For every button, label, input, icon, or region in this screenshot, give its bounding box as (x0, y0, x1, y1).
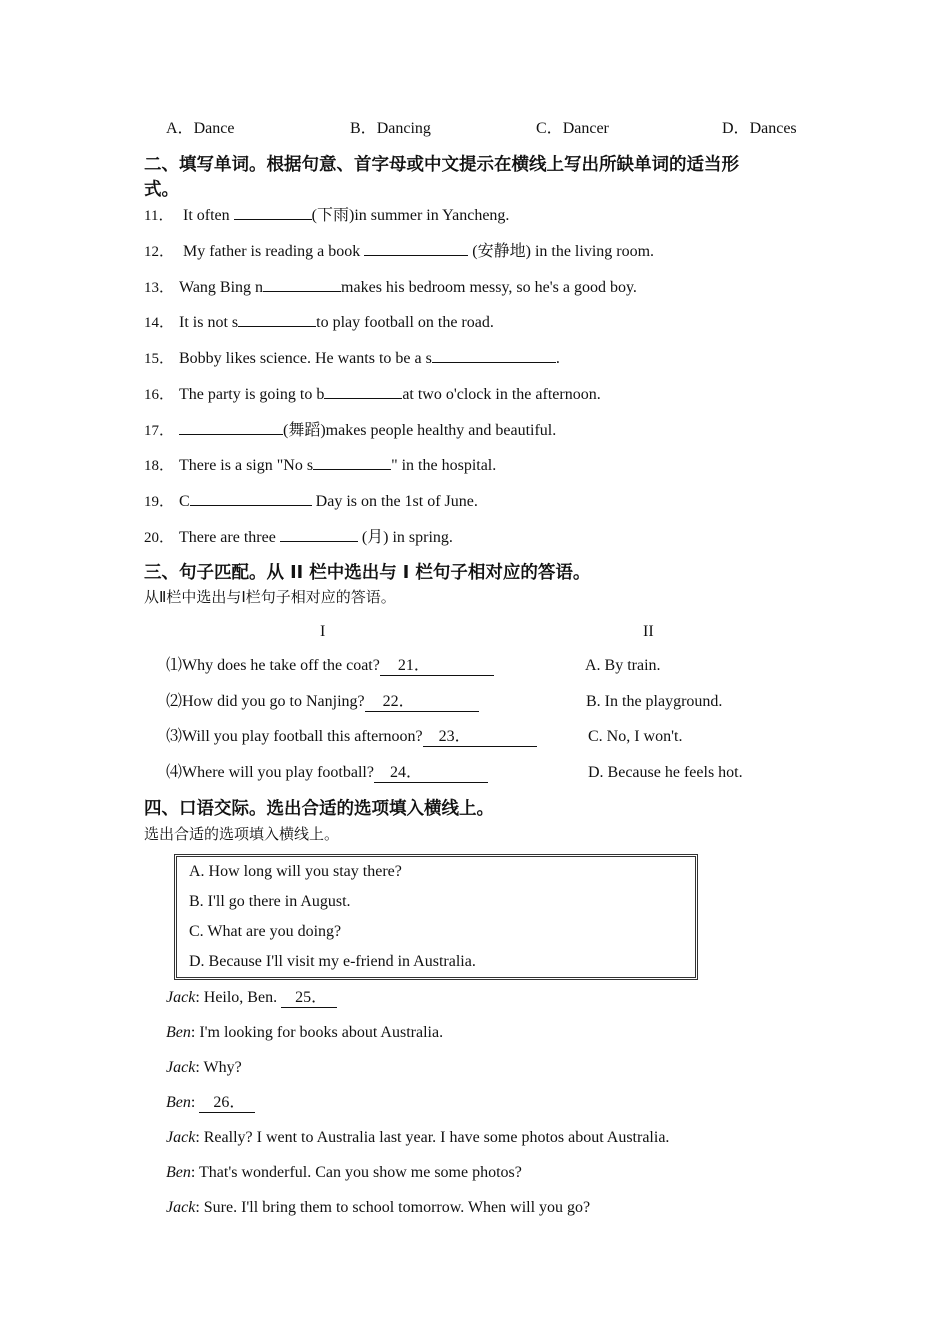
column-i-header: I (320, 623, 326, 640)
match-question-3: ⑶Will you play football this afternoon? 23． (166, 727, 537, 747)
match-answer-d: D. Because he feels hot. (588, 764, 743, 781)
blank-18[interactable] (313, 454, 391, 470)
option-a: A. How long will you stay there? (189, 863, 402, 880)
fill-item-12: 12． My father is reading a book (安静地) in the living room. (144, 240, 654, 262)
dialogue-line-3: Jack: Why? (166, 1059, 242, 1076)
section2-heading-line2: 式。 (144, 180, 179, 200)
blank-16[interactable] (324, 383, 402, 399)
match-question-4: ⑷Where will you play football? 24． (166, 763, 488, 783)
match-answer-a: A. By train. (585, 657, 661, 674)
fill-item-13: 13． Wang Bing n makes his bedroom messy, so he's a good boy. (144, 276, 637, 298)
match-question-1: ⑴Why does he take off the coat? 21． (166, 656, 494, 676)
blank-12[interactable] (364, 240, 468, 256)
options-box (174, 854, 698, 980)
fill-item-20: 20． There are three (月) in spring. (144, 526, 453, 548)
match-answer-c: C. No, I won't. (588, 728, 683, 745)
blank-19[interactable] (190, 490, 312, 506)
choice-d: D．Dances (722, 120, 797, 137)
section4-subheading: 选出合适的选项填入横线上。 (144, 825, 340, 843)
dialogue-line-4: Ben: 26． (166, 1093, 255, 1113)
choice-a: A．Dance (166, 120, 235, 137)
fill-item-16: 16． The party is going to b at two o'clock in the afternoon. (144, 383, 601, 405)
section3-heading: 三、句子匹配。从 II 栏中选出与 I 栏句子相对应的答语。 (144, 563, 591, 583)
match-question-2: ⑵How did you go to Nanjing? 22． (166, 692, 479, 712)
fill-item-19: 19． C Day is on the 1st of June. (144, 490, 478, 512)
answer-blank-21[interactable]: 21． (380, 657, 494, 676)
dialogue-line-5: Jack: Really? I went to Australia last year. I have some photos about Australia. (166, 1129, 670, 1146)
option-d: D. Because I'll visit my e-friend in Australia. (189, 953, 476, 970)
fill-item-15: 15． Bobby likes science. He wants to be a s . (144, 347, 560, 369)
choice-c: C．Dancer (536, 120, 609, 137)
blank-15[interactable] (432, 347, 556, 363)
choice-b: B．Dancing (350, 120, 431, 137)
blank-13[interactable] (263, 276, 341, 292)
fill-item-14: 14． It is not s to play football on the road. (144, 311, 494, 333)
answer-blank-22[interactable]: 22． (365, 693, 479, 712)
answer-blank-23[interactable]: 23． (423, 728, 537, 747)
blank-20[interactable] (280, 526, 358, 542)
answer-blank-24[interactable]: 24． (374, 764, 488, 783)
dialogue-line-1: Jack: Heilo, Ben. 25． (166, 988, 337, 1008)
section2-heading-line1: 二、填写单词。根据句意、首字母或中文提示在横线上写出所缺单词的适当形 (144, 155, 739, 175)
dialogue-blank-26[interactable]: 26． (199, 1094, 255, 1113)
option-c: C. What are you doing? (189, 923, 342, 940)
column-ii-header: II (643, 623, 654, 640)
match-answer-b: B. In the playground. (586, 693, 723, 710)
dialogue-line-7: Jack: Sure. I'll bring them to school tomorrow. When will you go? (166, 1199, 591, 1216)
section4-heading: 四、口语交际。选出合适的选项填入横线上。 (144, 799, 494, 819)
blank-14[interactable] (238, 311, 316, 327)
dialogue-line-6: Ben: That's wonderful. Can you show me some photos? (166, 1164, 522, 1181)
fill-item-17: 17． (舞蹈)makes people healthy and beautiful. (144, 419, 556, 441)
fill-item-11: 11． It often (下雨)in summer in Yancheng. (144, 204, 509, 226)
section3-subheading: 从Ⅱ栏中选出与Ⅰ栏句子相对应的答语。 (144, 588, 396, 606)
fill-item-18: 18． There is a sign "No s " in the hospital. (144, 454, 496, 476)
blank-17[interactable] (179, 419, 283, 435)
dialogue-blank-25[interactable]: 25． (281, 989, 337, 1008)
option-b: B. I'll go there in August. (189, 893, 351, 910)
dialogue-line-2: Ben: I'm looking for books about Australia. (166, 1024, 444, 1041)
blank-11[interactable] (234, 204, 312, 220)
